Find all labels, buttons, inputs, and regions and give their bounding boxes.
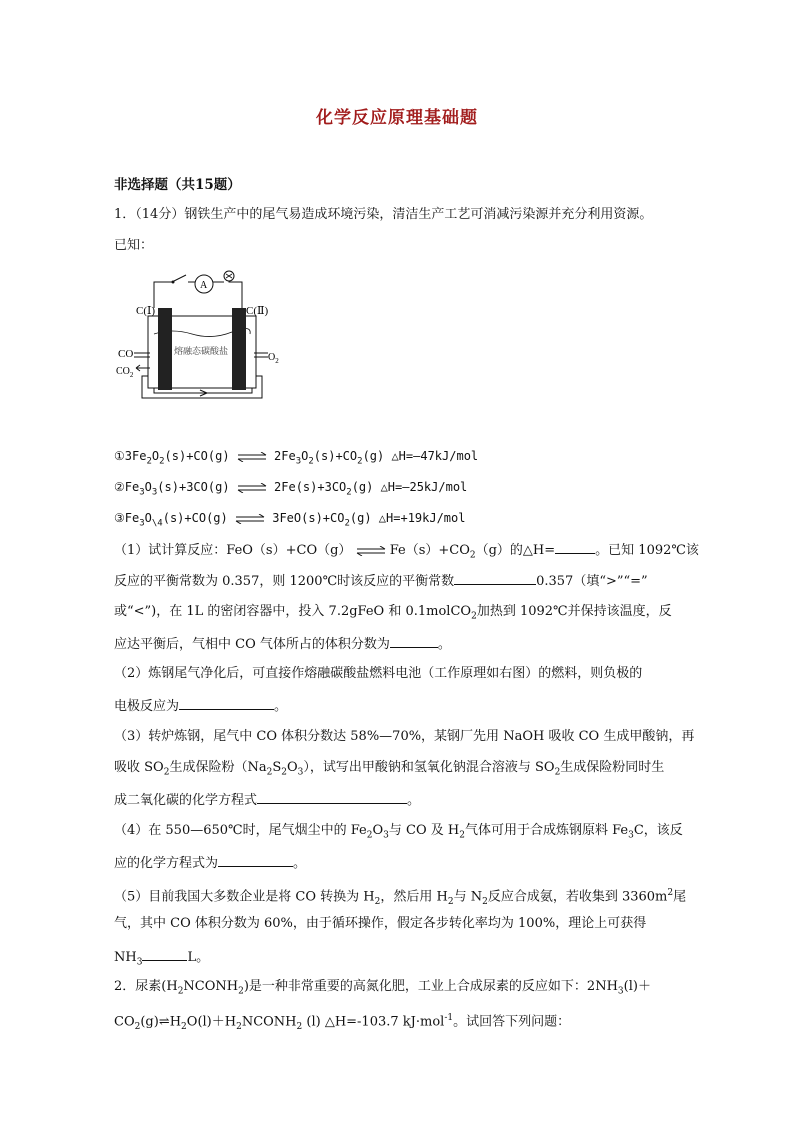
q1-part1-line4: 应达平衡后，气相中 CO 气体所占的体积分数为 。 (114, 637, 451, 652)
q1-part5-line3: $NH_3$ L。 (114, 950, 210, 968)
answer-blank[interactable] (454, 572, 536, 585)
equilibrium-arrow-icon (237, 452, 267, 462)
answer-blank[interactable] (142, 948, 187, 961)
q2-line1: 2．尿素$(H_2NCONH_2)$是一种非常重要的高氮化肥，工业上合成尿素的反应如下：$2NH_3(l)+$ (114, 979, 651, 997)
q1-part5-line2: 气，其中 CO 体积分数为 60%，由于循环操作，假定各步转化率均为 100%，理论上可获得 (114, 916, 647, 931)
fuel-cell-diagram (112, 268, 282, 403)
answer-blank[interactable] (555, 541, 595, 554)
q1-part2-line2: 电极反应为 。 (114, 699, 288, 714)
answer-blank[interactable] (390, 635, 438, 648)
q1-part5-line1: （5）目前我国大多数企业是将 CO 转换为 $H_2$，然后用 $H_2$与 $N_2$反应合成氨，若收集到 $3360m^2$尾 (114, 888, 687, 907)
q1-part3-line2: 吸收 $SO_2$生成保险粉$(Na_2S_2O_3)$，试写出甲酸钠和氢氧化钠混合溶液与 $SO_2$生成保险粉同时生 (114, 760, 665, 778)
q1-intro-line1: 1．（14分）钢铁生产中的尾气易造成环境污染，清洁生产工艺可消减污染源并充分利用资源。 (114, 207, 653, 222)
equilibrium-arrow-icon (356, 546, 386, 556)
page-title: 化学反应原理基础题 (316, 108, 478, 128)
co-label: CO (118, 348, 134, 360)
q2-line2: $CO_2(g)\rightleftharpoons H_2O(l)+H_2NCONH_2$ (l) △H=-103.7 kJ·mol$^{-1}$。试回答下列问题： (114, 1013, 571, 1032)
electrode-c1 (158, 308, 172, 390)
electrode-label-c2: C(Ⅱ) (246, 305, 269, 317)
q1-part4-line2: 应的化学方程式为 。 (114, 856, 307, 871)
q1-part2-line1: （2）炼钢尾气净化后，可直接作熔融碳酸盐燃料电池（工作原理如右图）的燃料，则负极的 (114, 666, 643, 681)
electrolyte-label: 熔融态碳酸盐 (174, 346, 229, 356)
reaction-2: $②Fe_3O_3(s)+3CO(g)$ $2Fe(s)+3CO_2(g)$ △H=—25kJ/mol (114, 480, 468, 498)
bulb-icon (224, 271, 234, 281)
section-heading: 非选择题（共15题） (114, 177, 241, 193)
answer-blank[interactable] (179, 697, 274, 710)
q1-part3-line1: （3）转炉炼钢，尾气中 CO 体积分数达 58%—70%，某钢厂先用 NaOH 吸收 CO 生成甲酸钠，再 (114, 729, 695, 744)
reaction-1: $①3Fe_2O_2(s)+CO(g)$ $2Fe_3O_2(s)+CO_2(g)$ △H=—47kJ/mol (114, 449, 479, 467)
q1-part3-line3: 成二氧化碳的化学方程式 。 (114, 793, 421, 808)
q1-part1-line1: （1）试计算反应：FeO（s）+CO（g） $Fe(s)+CO_2(g)$的△H= 。已知 1092℃该 (114, 543, 699, 561)
q1-intro-line2: 已知： (114, 238, 154, 253)
co2-label: $CO_2$ (116, 366, 134, 379)
answer-blank[interactable] (257, 791, 407, 804)
equilibrium-arrow-icon (237, 483, 267, 493)
ammeter-icon (195, 275, 213, 293)
q1-part1-line2: 反应的平衡常数为 0.357，则 1200℃时该反应的平衡常数 0.357（填“>”“=” (114, 574, 648, 589)
ammeter-label: A (200, 280, 208, 291)
q1-part1-line3: 或“<”)，在 1L 的密闭容器中，投入 7.2gFeO 和 0.1molCO$_2$加热到 1092℃并保持该温度，反 (114, 604, 672, 622)
answer-blank[interactable] (218, 854, 293, 867)
equilibrium-arrow-icon (235, 514, 265, 524)
o2-label: $O_2$ (268, 352, 279, 365)
electrode-c2 (232, 308, 246, 390)
switch-icon (172, 275, 186, 282)
q1-part4-line1: （4）在 550—650℃时，尾气烟尘中的 $Fe_2O_3$与 CO 及 $H_2$气体可用于合成炼钢原料 $Fe_3C$，该反 (114, 823, 683, 841)
reaction-3: $③Fe_3O_{\backslash 4}(s)+CO(g)$ $3FeO(s)+CO_2(g)$ △H=+19kJ/mol (114, 511, 466, 529)
electrode-label-c1: C(Ⅰ) (136, 305, 156, 317)
